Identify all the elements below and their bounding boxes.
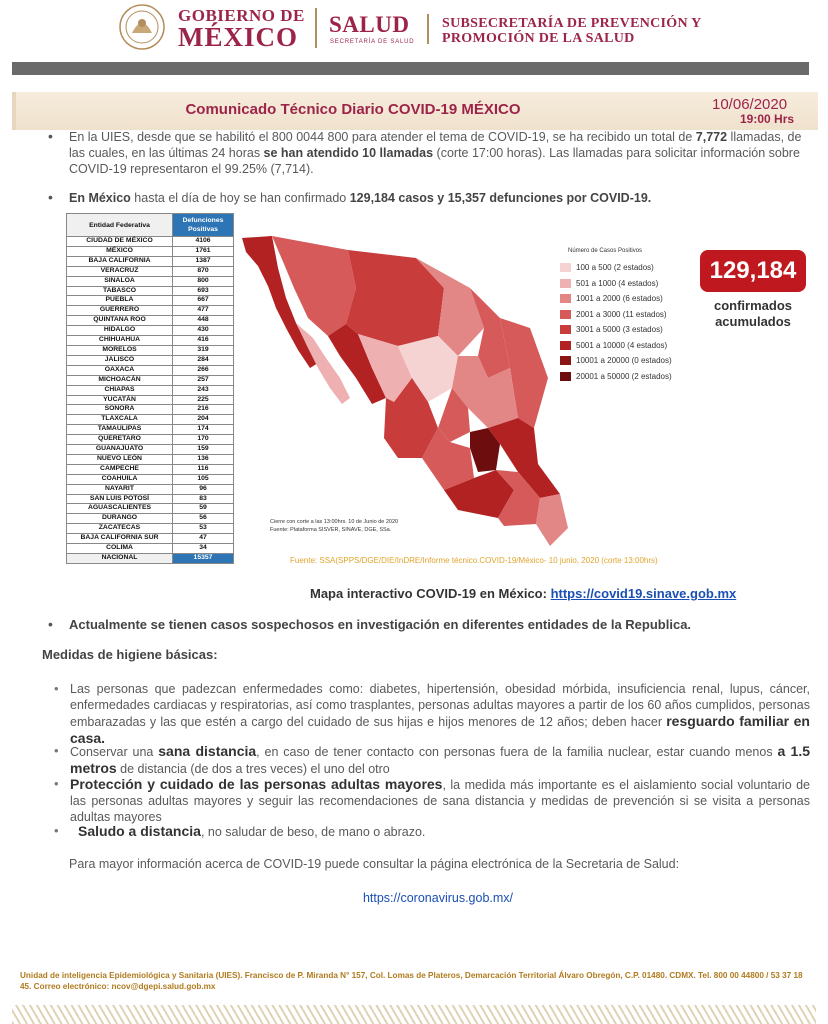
deaths-table (66, 213, 234, 564)
table-row (67, 316, 234, 326)
legend-title: Número de Casos Positivos (568, 248, 643, 254)
entity-cell: QUERETARO (67, 435, 173, 445)
table-row (67, 336, 234, 346)
deaths-cell: 47 (173, 534, 234, 544)
legend-swatch (560, 356, 571, 365)
entity-cell: COLIMA (67, 544, 173, 554)
entity-cell: GUERRERO (67, 306, 173, 316)
table-row (67, 355, 234, 365)
entity-cell: JALISCO (67, 355, 173, 365)
measure-4: Saludo a distancia, no saludar de beso, de mano o abrazo. (78, 823, 426, 839)
legend-item (560, 371, 672, 382)
deaths-cell: 59 (173, 504, 234, 514)
table-row (67, 454, 234, 464)
measure-1: Las personas que padezcan enfermedades como: diabetes, hipertensión, obesidad mórbida, insuficiencia renal, lupus, cáncer, enfermedades cardiacas y respiratorias, así como trasplantes, personas adultas mayores a partir de los 60 años cumplidos, personas embarazadas y las que estén a cargo del cuidado de sus hijas e hijos menores de 12 años; deben hacer resguardo familiar en casa. (70, 682, 810, 746)
legend-item (560, 293, 663, 304)
table-row (67, 504, 234, 514)
legend-swatch (560, 325, 571, 334)
bullet: • (54, 681, 59, 696)
table-total-row (67, 554, 234, 564)
entity-cell: CHIHUAHUA (67, 336, 173, 346)
interactive-map-link[interactable]: https://covid19.sinave.gob.mx (550, 586, 737, 601)
deaths-cell: 216 (173, 405, 234, 415)
bullet: • (54, 823, 59, 838)
source-note: Fuente: SSA(SPPS/DGE/DIE/InDRE/Informe técnico.COVID-19/México- 10 junio, 2020 (corte 13:00hrs) (290, 556, 658, 565)
deaths-cell: 225 (173, 395, 234, 405)
header-divider (315, 8, 317, 48)
deaths-cell: 416 (173, 336, 234, 346)
salud-label: SALUD (329, 12, 410, 37)
table-row (67, 474, 234, 484)
entity-cell: MORELOS (67, 345, 173, 355)
entity-cell: TABASCO (67, 286, 173, 296)
table-row (67, 385, 234, 395)
interactive-map-line: Mapa interactivo COVID-19 en México: https://covid19.sinave.gob.mx (310, 586, 737, 601)
coronavirus-link[interactable]: https://coronavirus.gob.mx/ (362, 891, 514, 905)
mexico-label: MÉXICO (178, 22, 298, 52)
entity-cell: AGUASCALIENTES (67, 504, 173, 514)
calls-paragraph: En la UIES, desde que se habilitó el 800 0044 800 para atender el tema de COVID-19, se ha recibido un total de 7,772 llamadas, de las cuales, en las últimas 24 horas se han atendido 10 llamadas (corte 17:00 horas). Las llamadas para solicitar información sobre COVID-19 representaron el 99.25% (7,714). (69, 130, 802, 176)
deaths-cell: 204 (173, 415, 234, 425)
entity-cell: GUANAJUATO (67, 445, 173, 455)
deaths-cell: 800 (173, 276, 234, 286)
subsecretaria-label: SUBSECRETARÍA DE PREVENCIÓN Y PROMOCIÓN DE LA SALUD (442, 16, 702, 46)
table-row (67, 494, 234, 504)
deaths-cell: 105 (173, 474, 234, 484)
legend-label: 100 a 500 (2 estados) (576, 263, 654, 272)
entity-cell: OAXACA (67, 365, 173, 375)
table-row (67, 266, 234, 276)
table-row (67, 534, 234, 544)
measure-2: Conservar una sana distancia, en caso de tener contacto con personas fuera de la familia nuclear, estar cuando menos a 1.5 metros de distancia (de dos a tres veces) el uno del otro (70, 743, 810, 776)
legend-item (560, 324, 663, 335)
table-row (67, 306, 234, 316)
entity-cell: BAJA CALIFORNIA SUR (67, 534, 173, 544)
map-chihuahua (346, 250, 444, 346)
total-cases-badge: 129,184 (700, 250, 806, 292)
bullet: • (48, 189, 53, 205)
deaths-cell: 83 (173, 494, 234, 504)
legend-swatch (560, 263, 571, 272)
legend-label: 2001 a 3000 (11 estados) (576, 309, 667, 319)
bullet: • (54, 743, 59, 758)
deaths-cell: 1761 (173, 246, 234, 256)
entity-cell: NUEVO LEÓN (67, 454, 173, 464)
page-title: Comunicado Técnico Diario COVID-19 MÉXICO (185, 101, 521, 118)
deaths-cell: 159 (173, 445, 234, 455)
table-row (67, 514, 234, 524)
legend-swatch (560, 372, 571, 381)
cases-paragraph: En México hasta el día de hoy se han confirmado 129,184 casos y 15,357 defunciones por COVID-19. (69, 191, 652, 205)
table-row (67, 425, 234, 435)
suspect-cases-paragraph: Actualmente se tienen casos sospechosos en investigación en diferentes entidades de la Republica. (69, 617, 692, 632)
deaths-cell: 477 (173, 306, 234, 316)
entity-cell: MÉXICO (67, 246, 173, 256)
deaths-cell: 693 (173, 286, 234, 296)
deaths-cell: 56 (173, 514, 234, 524)
deaths-cell: 667 (173, 296, 234, 306)
entity-cell: CHIAPAS (67, 385, 173, 395)
table-row (67, 286, 234, 296)
entity-cell: QUINTANA ROO (67, 316, 173, 326)
legend-label: 3001 a 5000 (3 estados) (576, 325, 663, 334)
confirmed-label: confirmados acumulados (713, 298, 792, 329)
deaths-cell: 284 (173, 355, 234, 365)
header-divider-2 (427, 14, 429, 44)
deaths-cell: 116 (173, 464, 234, 474)
table-header (67, 214, 234, 237)
entity-cell: ZACATECAS (67, 524, 173, 534)
entity-cell: DURANGO (67, 514, 173, 524)
gobierno-label: GOBIERNO DE (178, 6, 305, 25)
entity-cell: TLAXCALA (67, 415, 173, 425)
map-cut-note: Cierre con corte a las 13:00hrs. 10 de Junio de 2020 Fuente: Plataforma SISVER, SINAVE, DGE, SSa. (270, 519, 399, 533)
table-row (67, 326, 234, 336)
map-chiapas (536, 494, 568, 546)
legend-item (560, 355, 672, 366)
total-label: NACIONAL (67, 554, 173, 564)
legend-label: 5001 a 10000 (4 estados) (576, 340, 668, 350)
entity-cell: SAN LUIS POTOSÍ (67, 494, 173, 504)
table-row (67, 415, 234, 425)
bullet: • (48, 128, 53, 144)
deaths-cell: 870 (173, 266, 234, 276)
deaths-cell: 4106 (173, 237, 234, 247)
table-row (67, 484, 234, 494)
mexico-cases-map (238, 228, 568, 548)
salud-sub-label: SECRETARÍA DE SALUD (330, 39, 415, 45)
table-row (67, 237, 234, 247)
entity-cell: BAJA CALIFORNIA (67, 256, 173, 266)
entity-cell: HIDALGO (67, 326, 173, 336)
table-row (67, 395, 234, 405)
legend-item (560, 278, 658, 289)
report-date: 10/06/2020 (712, 96, 788, 113)
footer-address: Unidad de inteligencia Epidemiológica y Sanitaria (UIES). Francisco de P. Miranda N° 157, Col. Lomas de Plateros, Demarcación Territorial Álvaro Obregón, C.P. 01480. CDMX. Tel. 800 00 44800 / 53 37 18 45. Correo electrónico: ncov@dgepi.salud.gob.mx (20, 971, 803, 991)
legend-label: 10001 a 20000 (0 estados) (576, 356, 672, 365)
deaths-cell: 319 (173, 345, 234, 355)
legend-item (560, 262, 654, 273)
deaths-cell: 170 (173, 435, 234, 445)
legend-item (560, 309, 667, 320)
legend-swatch (560, 294, 571, 303)
table-row (67, 365, 234, 375)
bullet: • (54, 776, 59, 791)
legend-item (560, 340, 667, 351)
legend-swatch (560, 279, 571, 288)
table-row (67, 246, 234, 256)
legend-label: 501 a 1000 (4 estados) (576, 278, 659, 288)
table-row (67, 375, 234, 385)
entity-cell: CIUDAD DE MÉXICO (67, 237, 173, 247)
measure-3: Protección y cuidado de las personas adultas mayores, la medida más importante es el aislamiento social voluntario de las personas adultas mayores y seguir las recomendaciones de sana distancia y medidas de prevención si se visita a personas adultas mayores (70, 776, 810, 824)
report-time: 19:00 Hrs (740, 112, 795, 126)
legend-swatch (560, 341, 571, 350)
deaths-cell: 34 (173, 544, 234, 554)
table-row (67, 256, 234, 266)
measures-title: Medidas de higiene básicas: (42, 647, 218, 662)
entity-cell: VERACRUZ (67, 266, 173, 276)
deaths-cell: 257 (173, 375, 234, 385)
entity-cell: COAHUILA (67, 474, 173, 484)
table-row (67, 345, 234, 355)
table-row (67, 544, 234, 554)
col-header-entity: Entidad Federativa (67, 214, 173, 237)
deaths-cell: 243 (173, 385, 234, 395)
table-row (67, 445, 234, 455)
legend-swatch (560, 310, 571, 319)
col-header-deaths: Defunciones Positivas (173, 214, 234, 237)
legend-label: 1001 a 2000 (6 estados) (576, 294, 663, 303)
mexico-seal-icon (116, 3, 168, 51)
footer-pattern (12, 1005, 816, 1024)
entity-cell: MICHOACÁN (67, 375, 173, 385)
deaths-cell: 266 (173, 365, 234, 375)
table-row (67, 435, 234, 445)
table-row (67, 296, 234, 306)
deaths-cell: 53 (173, 524, 234, 534)
entity-cell: YUCATÁN (67, 395, 173, 405)
total-value: 15357 (173, 554, 234, 564)
bullet: • (48, 616, 53, 632)
entity-cell: SINALOA (67, 276, 173, 286)
deaths-cell: 136 (173, 454, 234, 464)
entity-cell: TAMAULIPAS (67, 425, 173, 435)
table-row (67, 464, 234, 474)
entity-cell: CAMPECHE (67, 464, 173, 474)
entity-cell: SONORA (67, 405, 173, 415)
deaths-cell: 430 (173, 326, 234, 336)
entity-cell: PUEBLA (67, 296, 173, 306)
deaths-cell: 448 (173, 316, 234, 326)
legend-label: 20001 a 50000 (2 estados) (576, 371, 672, 381)
table-row (67, 405, 234, 415)
deaths-cell: 1387 (173, 256, 234, 266)
table-row (67, 524, 234, 534)
header-gray-bar (12, 62, 809, 75)
more-info-text: Para mayor información acerca de COVID-19 puede consultar la página electrónica de la Secretaria de Salud: (69, 857, 680, 871)
table-row (67, 276, 234, 286)
deaths-cell: 96 (173, 484, 234, 494)
deaths-cell: 174 (173, 425, 234, 435)
entity-cell: NAYARIT (67, 484, 173, 494)
